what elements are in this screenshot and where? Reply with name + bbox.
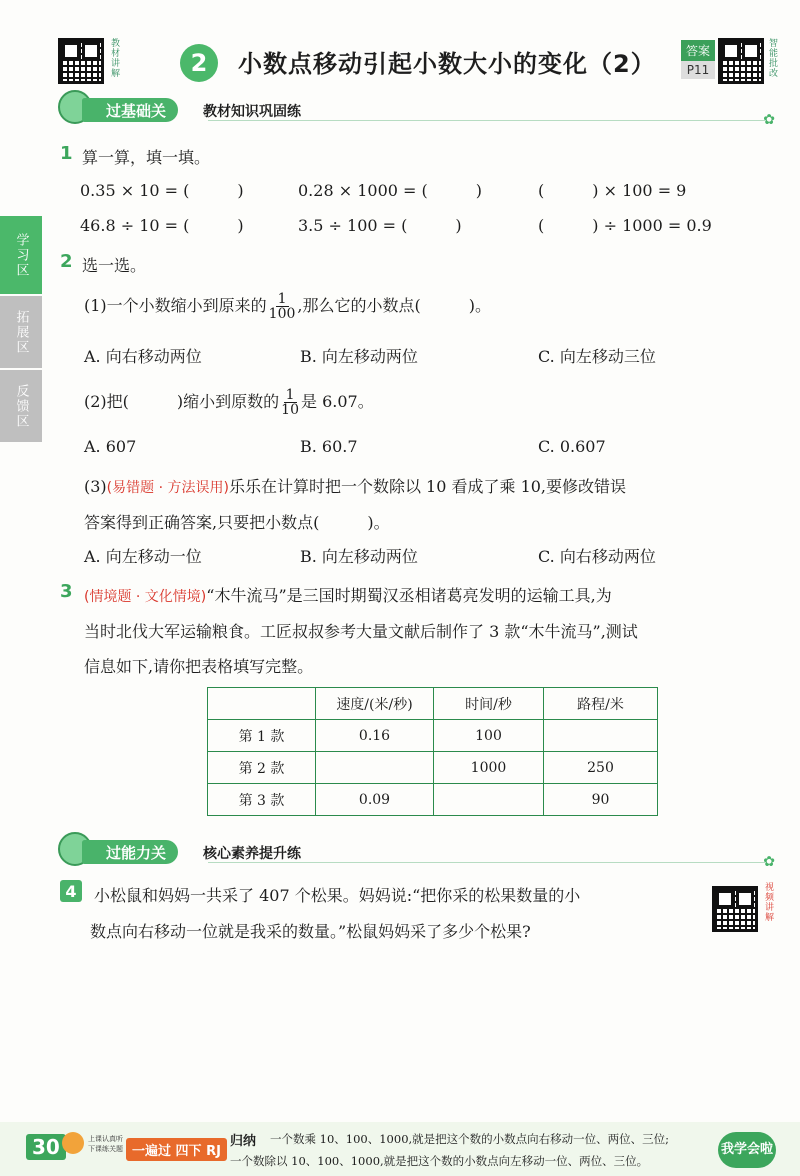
table-cell: 90 — [544, 784, 658, 816]
leaf-icon: ✿ — [763, 854, 775, 870]
summary-line-1: 一个数乘 10、100、1000,就是把这个数的小数点向右移动一位、两位、三位; — [270, 1132, 670, 1146]
q2-2-option-b[interactable]: B. 60.7 — [300, 437, 358, 456]
question-4-number: 4 — [60, 880, 82, 902]
q2-part-3-prefix: (3) — [84, 477, 107, 496]
q2-part-1-before: (1)一个小数缩小到原来的 — [84, 296, 267, 315]
q2-part-2-after: 是 6.07。 — [300, 392, 374, 411]
leaf-icon: ✿ — [763, 112, 775, 128]
error-prone-tag: (易错题 · 方法误用) — [106, 480, 229, 496]
table-row — [208, 720, 658, 752]
q1-item-3[interactable]: ( ) × 100 = 9 — [538, 181, 687, 200]
q2-part-2-text[interactable] — [84, 388, 374, 417]
side-tab-extend[interactable]: 拓展区 — [0, 296, 42, 368]
lesson-qr-code[interactable] — [58, 38, 104, 84]
page-footer — [0, 1122, 800, 1176]
brand-grade: 四下 RJ — [175, 1144, 221, 1159]
page-title: 小数点移动引起小数大小的变化（2） — [238, 50, 656, 78]
lesson-qr-tag: 教材讲解 — [109, 38, 119, 78]
q2-2-option-c[interactable]: C. 0.607 — [538, 437, 606, 456]
section-basic-title: 过基础关 — [82, 98, 178, 122]
table-header-row — [208, 688, 658, 720]
fraction-denominator: 10 — [281, 402, 299, 418]
q2-1-option-b[interactable]: B. 向左移动两位 — [300, 347, 418, 366]
q2-3-option-b[interactable]: B. 向左移动两位 — [300, 547, 418, 566]
footer-mascot-icon — [62, 1132, 84, 1154]
answer-qr-code[interactable] — [718, 38, 764, 84]
table-header-cell: 时间/秒 — [434, 688, 544, 720]
fraction-denominator: 100 — [268, 306, 296, 322]
q4-line-1: 小松鼠和妈妈一共采了 407 个松果。妈妈说:“把你采的松果数量的小 — [94, 886, 581, 905]
brand-logo — [126, 1138, 227, 1161]
table-header-cell: 路程/米 — [544, 688, 658, 720]
table-cell: 第 2 款 — [208, 752, 316, 784]
table-cell: 第 3 款 — [208, 784, 316, 816]
q1-item-1[interactable]: 0.35 × 10 = ( ) — [80, 181, 244, 200]
video-qr-tag: 视频讲解 — [763, 882, 773, 922]
side-tab-study[interactable]: 学习区 — [0, 216, 42, 294]
table-header-cell — [208, 688, 316, 720]
q1-item-2[interactable]: 0.28 × 1000 = ( ) — [298, 181, 482, 200]
section-ability-title: 过能力关 — [82, 840, 178, 864]
q1-item-6[interactable]: ( ) ÷ 1000 = 0.9 — [538, 216, 712, 235]
q4-line-2: 数点向右移动一位就是我采的数量。”松鼠妈妈采了多少个松果? — [90, 922, 531, 941]
q2-1-option-c[interactable]: C. 向左移动三位 — [538, 347, 656, 366]
brand-tagline-1: 上课认真听 — [88, 1135, 123, 1143]
question-2-number: 2 — [60, 251, 73, 272]
q3-line-2: 当时北伐大军运输粮食。工匠叔叔参考大量文献后制作了 3 款“木牛流马”,测试 — [84, 622, 638, 641]
question-1-prompt: 算一算，填一填。 — [82, 148, 211, 167]
answer-box[interactable] — [681, 40, 715, 79]
question-3-number: 3 — [60, 581, 73, 602]
table-row — [208, 752, 658, 784]
q3-line-3: 信息如下,请你把表格填写完整。 — [84, 657, 314, 676]
q2-part-2-before: (2)把( )缩小到原数的 — [84, 392, 280, 411]
section-basic-subtitle: 教材知识巩固练 — [203, 104, 301, 120]
q2-part-1-text[interactable] — [84, 292, 491, 321]
question-2-prompt: 选一选。 — [82, 256, 147, 275]
side-tab-feedback[interactable]: 反馈区 — [0, 370, 42, 442]
table-cell: 250 — [544, 752, 658, 784]
q1-item-4[interactable]: 46.8 ÷ 10 = ( ) — [80, 216, 244, 235]
q2-1-option-a[interactable]: A. 向右移动两位 — [84, 347, 202, 366]
q2-3-option-c[interactable]: C. 向右移动两位 — [538, 547, 656, 566]
muniu-liuma-table — [207, 687, 658, 816]
q3-line-1 — [84, 583, 612, 606]
summary-line-2: 一个数除以 10、100、1000,就是把这个数的小数点向左移动一位、两位、三位。 — [230, 1154, 649, 1168]
q2-3-option-a[interactable]: A. 向左移动一位 — [84, 547, 202, 566]
table-cell: 100 — [434, 720, 544, 752]
answer-qr-tag: 智能批改 — [767, 38, 777, 78]
table-row — [208, 784, 658, 816]
q3-text-1: “木牛流马”是三国时期蜀汉丞相诸葛亮发明的运输工具,为 — [206, 586, 612, 605]
q2-part-3-line-2[interactable]: 答案得到正确答案,只要把小数点( )。 — [84, 513, 390, 532]
q2-part-3-text-1: 乐乐在计算时把一个数除以 10 看成了乘 10,要修改错误 — [228, 477, 627, 496]
q2-2-option-a[interactable]: A. 607 — [84, 437, 137, 456]
section-basic-bar — [58, 98, 775, 128]
q2-part-1-after: ,那么它的小数点( )。 — [297, 296, 491, 315]
summary-label: 归纳 — [230, 1134, 257, 1149]
fraction-numerator: 1 — [277, 291, 287, 307]
answer-label: 答案 — [681, 40, 715, 61]
table-answer-cell[interactable] — [434, 784, 544, 816]
question-1-number: 1 — [60, 143, 73, 164]
lesson-number-badge: 2 — [180, 44, 218, 82]
section-ability-subtitle: 核心素养提升练 — [203, 846, 301, 862]
answer-page: P11 — [681, 61, 715, 79]
brand-name: 一遍过 — [132, 1144, 172, 1159]
table-answer-cell[interactable] — [544, 720, 658, 752]
fraction-1-10 — [281, 388, 299, 417]
table-header-cell: 速度/(米/秒) — [316, 688, 434, 720]
table-cell: 0.16 — [316, 720, 434, 752]
learned-badge[interactable]: 我学会啦 — [718, 1132, 776, 1168]
q2-part-3-line-1[interactable] — [84, 474, 626, 497]
section-ability-bar — [58, 840, 775, 870]
page-number: 30 — [26, 1134, 66, 1160]
fraction-numerator: 1 — [285, 387, 295, 403]
fraction-1-100 — [269, 292, 296, 321]
table-cell: 1000 — [434, 752, 544, 784]
video-qr-code[interactable] — [712, 886, 758, 932]
brand-tagline-2: 下课练关题 — [88, 1145, 123, 1153]
table-cell: 0.09 — [316, 784, 434, 816]
table-cell: 第 1 款 — [208, 720, 316, 752]
table-answer-cell[interactable] — [316, 752, 434, 784]
q1-item-5[interactable]: 3.5 ÷ 100 = ( ) — [298, 216, 462, 235]
context-tag: (情境题 · 文化情境) — [84, 589, 207, 605]
